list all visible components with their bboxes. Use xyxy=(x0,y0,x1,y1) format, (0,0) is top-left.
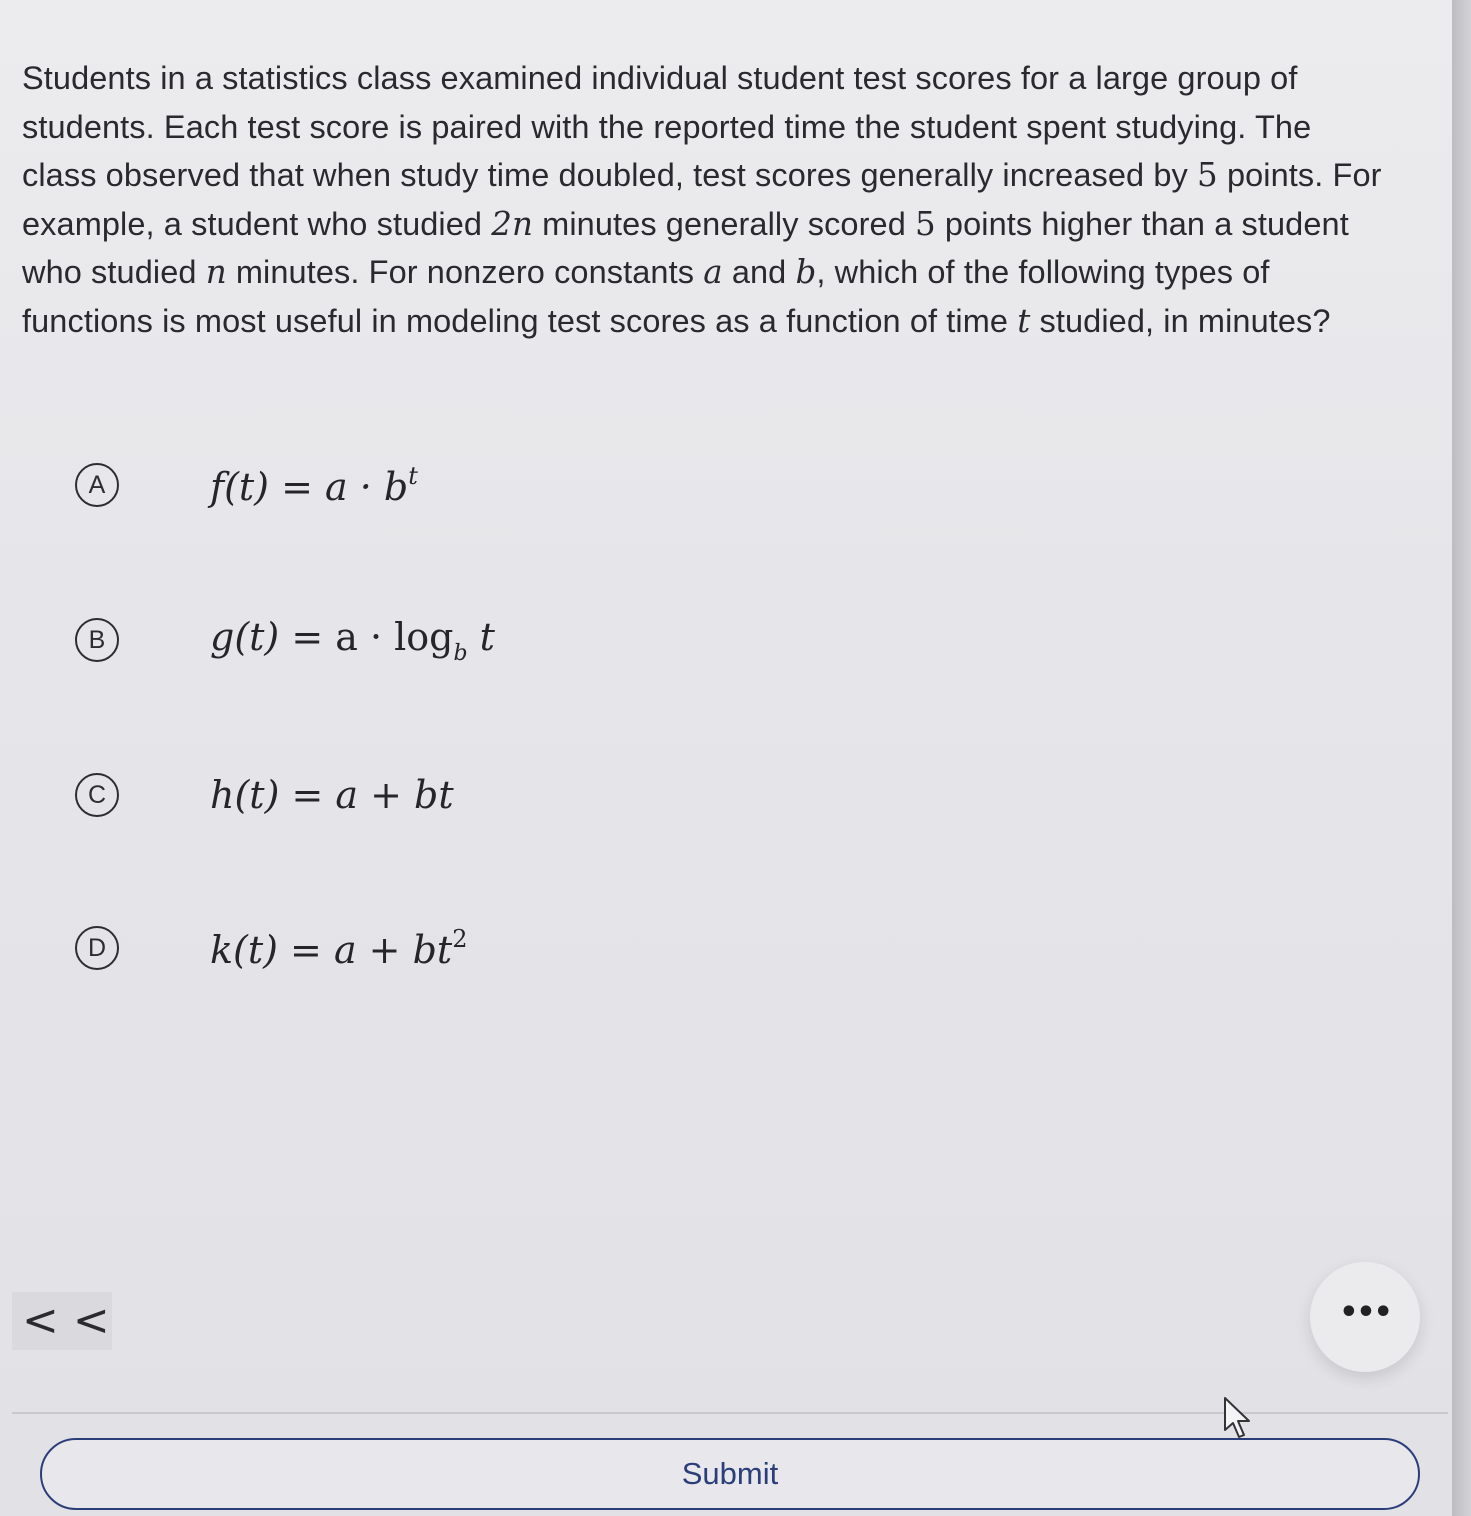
option-c-badge[interactable]: C xyxy=(75,773,119,817)
option-c[interactable] xyxy=(75,765,775,825)
submit-button[interactable]: Submit xyxy=(40,1438,1420,1510)
option-d[interactable] xyxy=(75,918,775,978)
question-line-4: example, a student who studied 2n minutes generally scored 5 points higher than a student xyxy=(22,204,1349,243)
question-line-6: functions is most useful in modeling test scores as a function of time t studied, in minutes? xyxy=(22,301,1331,340)
option-b-badge[interactable]: B xyxy=(75,618,119,662)
option-d-formula: $k(t) = a + bt^2$ xyxy=(210,924,468,972)
option-a-badge[interactable]: A xyxy=(75,463,119,507)
previous-question-icon[interactable]: < xyxy=(72,1295,110,1346)
question-line-3: class observed that when study time doubled, test scores generally increased by 5 points. For xyxy=(22,156,1382,194)
nav-back-area xyxy=(12,1292,112,1350)
chevron-left-icon[interactable]: < xyxy=(22,1295,59,1346)
more-icon: ••• xyxy=(1339,1294,1391,1330)
option-b[interactable] xyxy=(75,610,775,670)
more-options-button[interactable] xyxy=(1310,1262,1420,1372)
question-line-5: who studied n minutes. For nonzero constants a and b, which of the following types of xyxy=(22,253,1270,291)
option-c-formula: h(t) = a + bt xyxy=(210,773,454,817)
option-a[interactable] xyxy=(75,455,775,515)
option-d-badge[interactable]: D xyxy=(75,926,119,970)
question-line-1: Students in a statistics class examined individual student test scores for a large group of xyxy=(22,60,1298,96)
question-text xyxy=(22,54,1422,345)
mouse-pointer-icon xyxy=(1222,1396,1256,1440)
screen-edge xyxy=(1452,0,1471,1516)
option-b-formula: $g(t) = a \cdot \log_b t$ xyxy=(210,614,495,666)
question-line-2: students. Each test score is paired with the reported time the student spent studying. The xyxy=(22,108,1312,145)
option-a-formula: $f(t) = a \cdot b^t$ xyxy=(210,461,418,509)
